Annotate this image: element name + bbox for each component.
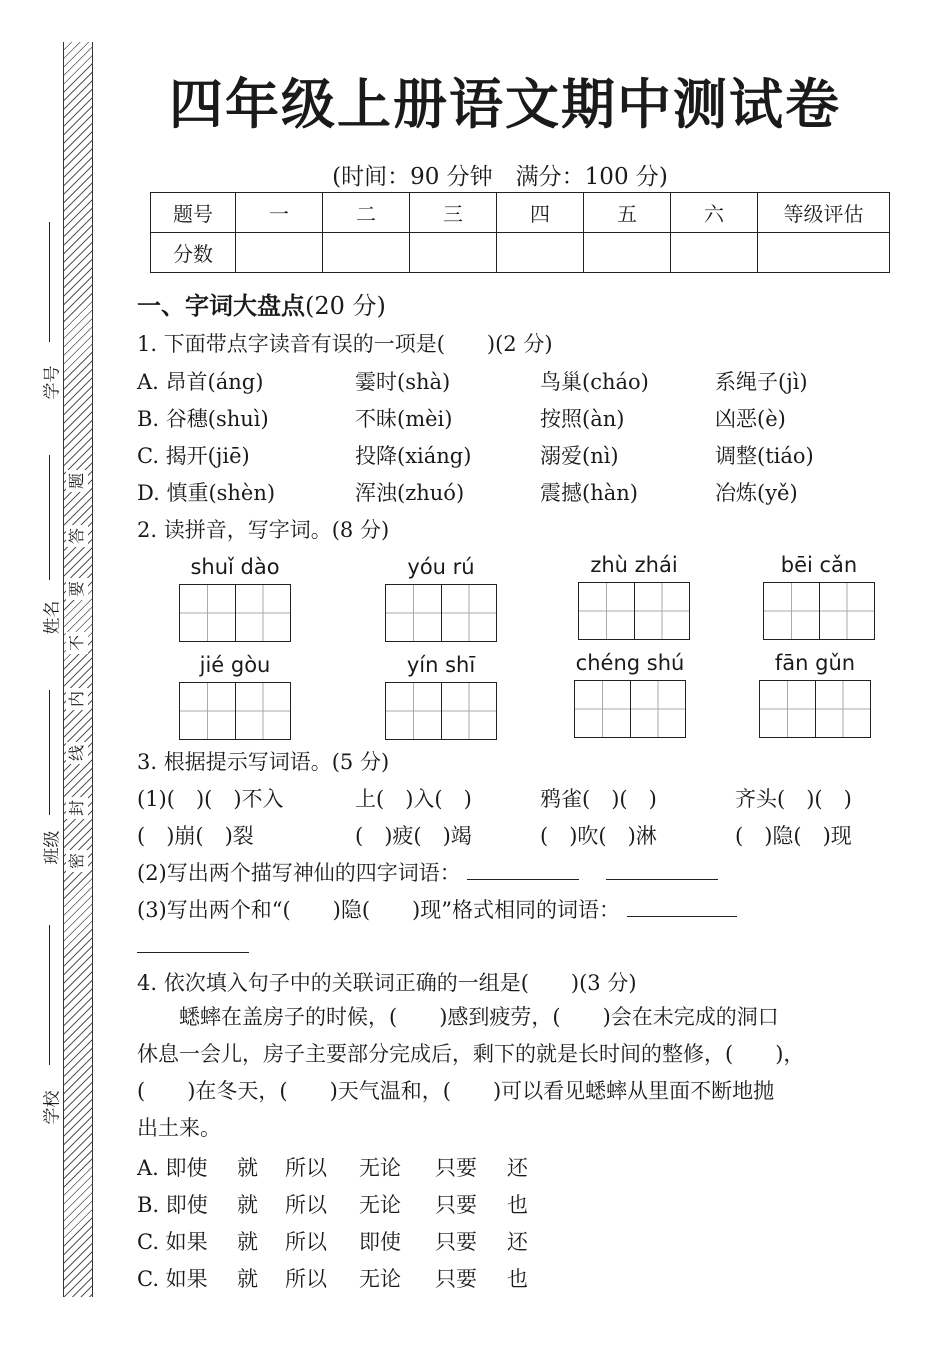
seal-char: 封: [66, 797, 88, 819]
option-word: B. 即使: [137, 1193, 208, 1217]
q1-option: 不昧(mèi): [355, 407, 453, 431]
q1-option: 系绳子(jì): [715, 370, 808, 394]
score-input-cell[interactable]: [671, 233, 758, 273]
q1-option: 震撼(hàn): [540, 481, 638, 505]
seal-char: 要: [66, 578, 88, 600]
q3-idiom-blank[interactable]: 鸦雀( )( ): [540, 787, 657, 811]
question-2-prompt: 2. 读拼音，写字词。(8 分): [137, 518, 390, 542]
passage-line: 休息一会儿，房子主要部分完成后，剩下的就是长时间的整修，( )，: [137, 1042, 805, 1066]
writing-grid[interactable]: [578, 582, 690, 640]
score-input-cell[interactable]: [410, 233, 497, 273]
writing-grid[interactable]: [759, 680, 871, 738]
binding-margin-hatch: [63, 42, 93, 1297]
q3-sub2-text: (2)写出两个描写神仙的四字词语：: [137, 861, 461, 885]
grid-cell[interactable]: [575, 681, 631, 737]
table-cell: 四: [497, 193, 584, 233]
grid-cell[interactable]: [236, 683, 291, 739]
grid-cell[interactable]: [635, 583, 690, 639]
side-label-school: 学校: [42, 1090, 63, 1125]
writing-grid[interactable]: [385, 584, 497, 642]
q4-option-row[interactable]: [137, 1226, 528, 1256]
q4-passage: [137, 999, 889, 1147]
q3-sub3: [137, 894, 737, 924]
score-table: [150, 192, 890, 273]
option-word: 就: [237, 1230, 258, 1254]
writing-grid[interactable]: [763, 582, 875, 640]
q4-option-row[interactable]: [137, 1263, 528, 1293]
table-cell: 等级评估: [758, 193, 890, 233]
q1-option: B. 谷穗(shuì): [137, 407, 269, 431]
writing-grid[interactable]: [179, 584, 291, 642]
option-word: A. 即使: [137, 1156, 208, 1180]
section-title: 一、字词大盘点: [137, 292, 305, 320]
option-word: 只要: [435, 1156, 477, 1180]
option-word: 所以: [285, 1267, 327, 1291]
table-cell: 五: [584, 193, 671, 233]
q1-option: 溺爱(nì): [540, 444, 619, 468]
q3-idiom-blank[interactable]: ( )崩( )裂: [137, 824, 254, 848]
option-word: 所以: [285, 1193, 327, 1217]
writing-grid[interactable]: [179, 682, 291, 740]
table-cell: 二: [323, 193, 410, 233]
side-label-student-id: 学号: [42, 365, 63, 400]
grid-cell[interactable]: [386, 585, 442, 641]
grid-cell[interactable]: [386, 683, 442, 739]
q3-sub3-text: (3)写出两个和“( )隐( )现”格式相同的词语：: [137, 898, 620, 922]
table-cell: 分数: [151, 233, 236, 273]
option-word: 所以: [285, 1230, 327, 1254]
q4-option-row[interactable]: [137, 1152, 528, 1182]
q3-idiom-blank[interactable]: 齐头( )( ): [735, 787, 852, 811]
seal-char: 答: [66, 525, 88, 547]
q1-option: 浑浊(zhuó): [355, 481, 465, 505]
pinyin-label: yóu rú: [407, 555, 475, 579]
score-input-cell[interactable]: [584, 233, 671, 273]
question-4-prompt: 4. 依次填入句子中的关联词正确的一组是( )(3 分): [137, 971, 637, 995]
grid-cell[interactable]: [816, 681, 871, 737]
class-line: [49, 690, 50, 815]
question-3-prompt: 3. 根据提示写词语。(5 分): [137, 750, 390, 774]
pinyin-label: chéng shú: [575, 651, 685, 675]
grid-cell[interactable]: [180, 585, 236, 641]
score-table-score-row: [151, 233, 890, 273]
score-input-cell[interactable]: [323, 233, 410, 273]
q4-option-row[interactable]: [137, 1189, 528, 1219]
grid-cell[interactable]: [760, 681, 816, 737]
score-input-cell[interactable]: [758, 233, 890, 273]
option-word: 无论: [359, 1193, 401, 1217]
q1-option: 凶恶(è): [715, 407, 786, 431]
q1-option: 按照(àn): [540, 407, 625, 431]
grid-cell[interactable]: [442, 585, 497, 641]
q3-sub2: [137, 857, 718, 887]
table-cell: 题号: [151, 193, 236, 233]
option-word: 就: [237, 1267, 258, 1291]
q1-option: 冶炼(yě): [715, 481, 798, 505]
page-title: 四年级上册语文期中测试卷: [169, 73, 841, 136]
question-1-prompt: 1. 下面带点字读音有误的一项是( )(2 分): [137, 332, 553, 356]
school-line: [49, 925, 50, 1065]
writing-grid[interactable]: [385, 682, 497, 740]
table-cell: 六: [671, 193, 758, 233]
option-word: 只要: [435, 1193, 477, 1217]
option-word: C. 如果: [137, 1267, 208, 1291]
section-points: (20 分): [305, 292, 386, 320]
pinyin-label: yín shī: [406, 653, 476, 677]
grid-cell[interactable]: [180, 683, 236, 739]
pinyin-label: fān gǔn: [774, 651, 856, 675]
q1-option: 鸟巢(cháo): [540, 370, 649, 394]
q3-idiom-blank[interactable]: (1)( )( )不入: [137, 787, 284, 811]
grid-cell[interactable]: [442, 683, 497, 739]
pinyin-label: bēi cǎn: [780, 553, 858, 577]
passage-line: 蟋蟀在盖房子的时候，( )感到疲劳，( )会在未完成的洞口: [137, 1005, 779, 1029]
seal-char: 不: [66, 632, 88, 654]
answer-line[interactable]: [606, 861, 718, 880]
pinyin-label: zhù zhái: [590, 553, 678, 577]
q3-idiom-blank[interactable]: ( )疲( )竭: [355, 824, 472, 848]
exam-subtitle: (时间：90 分钟 满分：100 分): [332, 164, 668, 190]
q1-option: 霎时(shà): [355, 370, 451, 394]
option-word: 无论: [359, 1156, 401, 1180]
option-word: 就: [237, 1156, 258, 1180]
seal-char: 题: [66, 470, 88, 492]
q3-idiom-blank[interactable]: ( )吹( )淋: [540, 824, 657, 848]
pinyin-label: shuǐ dào: [190, 555, 280, 579]
score-input-cell[interactable]: [497, 233, 584, 273]
option-word: 就: [237, 1193, 258, 1217]
grid-cell[interactable]: [631, 681, 686, 737]
writing-grid[interactable]: [574, 680, 686, 738]
q1-option: C. 揭开(jiē): [137, 444, 250, 468]
q1-option: 调整(tiáo): [715, 444, 814, 468]
student-id-line: [49, 222, 50, 342]
table-cell: 三: [410, 193, 497, 233]
side-label-class: 班级: [42, 830, 63, 865]
q1-option: D. 慎重(shèn): [137, 481, 276, 505]
option-word: 即使: [359, 1230, 401, 1254]
option-word: 还: [507, 1156, 528, 1180]
option-word: 无论: [359, 1267, 401, 1291]
option-word: 还: [507, 1230, 528, 1254]
seal-char: 密: [66, 850, 88, 872]
q1-option: 投降(xiáng): [355, 444, 472, 468]
passage-line: ( )在冬天，( )天气温和，( )可以看见蟋蟀从里面不断地抛: [137, 1079, 775, 1103]
score-input-cell[interactable]: [236, 233, 323, 273]
q3-idiom-blank[interactable]: ( )隐( )现: [735, 824, 852, 848]
answer-line[interactable]: [137, 952, 249, 953]
score-table-header-row: [151, 193, 890, 233]
name-line: [49, 455, 50, 580]
grid-cell[interactable]: [236, 585, 291, 641]
seal-char: 线: [66, 742, 88, 764]
q3-idiom-blank[interactable]: 上( )入( ): [355, 787, 472, 811]
q1-option: A. 昂首(áng): [137, 370, 264, 394]
option-word: 也: [507, 1267, 528, 1291]
answer-line[interactable]: [467, 861, 579, 880]
option-word: 所以: [285, 1156, 327, 1180]
grid-cell[interactable]: [820, 583, 875, 639]
pinyin-label: jié gòu: [199, 653, 271, 677]
answer-line[interactable]: [627, 898, 737, 917]
option-word: 只要: [435, 1267, 477, 1291]
option-word: 只要: [435, 1230, 477, 1254]
passage-line: 出土来。: [137, 1116, 221, 1140]
seal-char: 内: [66, 688, 88, 710]
option-word: 也: [507, 1193, 528, 1217]
side-label-name: 姓名: [42, 600, 63, 635]
section-heading: [137, 286, 386, 321]
grid-cell[interactable]: [579, 583, 635, 639]
option-word: C. 如果: [137, 1230, 208, 1254]
table-cell: 一: [236, 193, 323, 233]
grid-cell[interactable]: [764, 583, 820, 639]
